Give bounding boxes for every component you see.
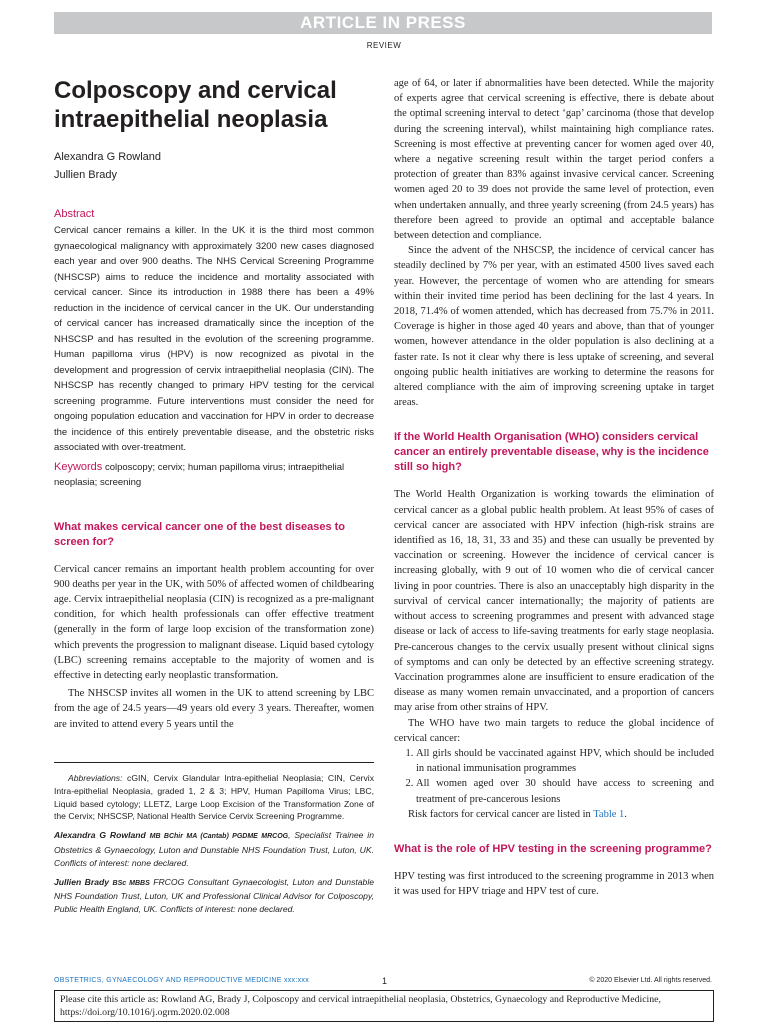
author-bio — [54, 829, 374, 869]
body-text — [54, 562, 374, 732]
risk-suffix: . — [624, 808, 627, 820]
author-bio-text: FRCOG Consultant Gynaecologist, Luton and Dunstable NHS Foundation Trust, Luton, UK and Professional Clinical Advisor for Colposcopy, Public Health England, UK. Conflicts of interest: none declared. — [54, 876, 375, 915]
author-bio-name: Alexandra G Rowland — [54, 830, 146, 841]
risk-text: Risk factors for cervical cancer are listed in — [408, 808, 594, 820]
abbreviations — [54, 772, 374, 823]
keywords-text: colposcopy; cervix; human papilloma virus; intraepithelial neoplasia; screening — [54, 461, 345, 488]
body-text — [394, 76, 714, 410]
list-item: 1. All girls should be vaccinated against HPV, which should be included in national immunisation programmes — [416, 746, 714, 776]
author-bio-credentials: MB BChir MA (Cantab) PGDME MRCOG — [149, 833, 289, 841]
abbreviations-label: Abbreviations: — [68, 773, 123, 783]
paragraph: age of 64, or later if abnormalities have been detected. While the majority of experts agree that cervical screening is effective, there is debate about the optimal screening interval to detect ‘gap’ carcinoma (those that develop during the screening interval), whilst maintaining high compliance rates. Screening is most effective at preventing cancer for women aged over 40, where a negative screening result within the target period confers a protection of greater than 83% against invasive cervical cancer. Screening women aged 20 to 39 does not provide the same level of protection, even when undertaken annually, and three yearly screening (from 24.5 years) has therefore been agreed to provide an optimal and acceptable balance between detection and compliance. — [394, 78, 714, 242]
citation-box: Please cite this article as: Rowland AG, Brady J, Colposcopy and cervical intraepithelial neoplasia, Obstetrics, Gynaecology and Reproductive Medicine, https://doi.org/10.1016/j.ogrm.2020.02.008 — [54, 990, 714, 1022]
article-title: Colposcopy and cervical intraepithelial neoplasia — [54, 77, 337, 133]
footnotes — [54, 772, 374, 922]
section-heading: What makes cervical cancer one of the best diseases to screen for? — [54, 520, 346, 548]
paragraph: The NHSCSP invites all women in the UK to attend screening by LBC from the age of 24.5 years—49 years old every 3 years. Thereafter, women are invited to attend every 5 years until the — [54, 688, 374, 730]
author-bio — [54, 876, 374, 916]
author-name: Jullien Brady — [54, 169, 117, 181]
section-heading: What is the role of HPV testing in the screening programme? — [394, 842, 712, 855]
author-name: Alexandra G Rowland — [54, 151, 162, 163]
author-bio-credentials: BSc MBBS — [112, 879, 150, 887]
footnote-divider — [54, 762, 374, 763]
body-text — [394, 487, 714, 821]
body-text — [394, 869, 714, 899]
paragraph: Cervical cancer remains an important health problem accounting for over 900 deaths per year in the UK, with 50% of affected women of childbearing age. Cervix intraepithelial neoplasia (CIN) is recognized as a pre-malignant condition, for which health professionals can offer effective treatment (generally in the form of large loop excision of the transformation zone) which prevents the progression to malignant disease. Liquid based cytology (LBC) screening remains acceptable to the majority of women and is effective in detecting early neoplastic transformation. — [54, 563, 374, 681]
section-heading: If the World Health Organisation (WHO) considers cervical cancer an entirely preventable disease, why is the incidence still so high? — [394, 431, 709, 474]
table-1-link[interactable]: Table 1 — [593, 808, 625, 820]
paragraph: Since the advent of the NHSCSP, the incidence of cervical cancer has steadily declined by 7% per year, with an estimated 4500 lives saved each year. However, the percentage of women who are attending for smears within their invited time period has been declining for the last 4 years. In 2018, 71.4% of women attended, which has decreased from 75.7% in 2011. Coverage is higher in those aged 40 years and above, than that of younger women, however attendance in the older population is also declining at a faster rate. Is not it clear why there is less uptake of screening, and several ongoing public health initiatives are working to determine the reasons for altered compliance with the aim of improving screening uptake in target areas. — [394, 245, 714, 409]
author-bio-text: , Specialist Trainee in Obstetrics & Gynaecology, Luton and Dunstable NHS Foundation Trust, Luton, UK. Conflicts of interest: none declared. — [54, 830, 374, 868]
left-column — [54, 76, 374, 732]
paragraph: The World Health Organization is working towards the elimination of cervical cancer as a global public health problem. At least 95% of cases of cervical cancer are associated with HPV infection (high-risk strains are identified as 16, 18, 31, 33 and 35) and these can usually be prevented by vaccination or screening. However the incidence of cervical cancer is increasing globally, with 9 out of 10 women who die of cervical cancer living in poor countries. There is also an unacceptably high disparity in the survival of cervical cancer internationally; the majority of patients are without access to screening programmes and present with advanced stage disease or lack of access to life-saving treatments for early stage neoplasia. Pre-cancerous changes to the cervix usually present without clinical signs of symptoms and can only be detected by an effective screening strategy. Vaccination programmes alone are insufficient to ensure eradication of the disease as many women remain unvaccinated, and a proportion of cancers may arise from other strains of HPV. — [394, 489, 714, 714]
author-list — [54, 148, 374, 184]
abbreviations-text: cGIN, Cervix Glandular Intra-epithelial Neoplasia; CIN, Cervix Intra-epithelial Neoplasia, graded 1, 2 & 3; HPV, Human Papilloma Virus; LBC, Liquid based cytology; LLETZ, Large Loop Excision of the Transformation Zone of the Cervix; NHSCSP, National Health Service Cervix Screening Programme. — [54, 773, 374, 822]
article-in-press-banner: ARTICLE IN PRESS — [54, 12, 712, 34]
paragraph: HPV testing was first introduced to the screening programme in 2013 when it was used for HPV triage and HPV test of cure. — [394, 870, 714, 898]
keywords — [54, 460, 374, 490]
copyright: © 2020 Elsevier Ltd. All rights reserved. — [589, 977, 712, 984]
section-tag: REVIEW — [366, 41, 402, 50]
abstract-heading: Abstract — [54, 208, 95, 220]
paragraph — [394, 807, 714, 822]
journal-name: OBSTETRICS, GYNAECOLOGY AND REPRODUCTIVE MEDICINE xxx:xxx — [54, 977, 310, 984]
who-targets-list — [394, 746, 714, 807]
author-bio-name: Jullien Brady — [54, 876, 110, 887]
page-number: 1 — [382, 976, 388, 986]
right-column — [394, 76, 714, 899]
list-item: 2. All women aged over 30 should have access to screening and treatment of pre-cancerous lesions — [416, 776, 714, 806]
paragraph: The WHO have two main targets to reduce the global incidence of cervical cancer: — [394, 717, 714, 744]
keywords-label: Keywords — [54, 460, 103, 473]
abstract-text: Cervical cancer remains a killer. In the UK it is the third most common gynaecological malignancy with approximately 3200 new cases diagnosed each year and over 900 deaths. The NHS Cervical Screening Programme (NHSCSP) aims to reduce the incidence and mortality associated with cervical cancer. Since its introduction in 1988 there has been a 49% reduction in the incidence of cervical cancer in the UK. Our understanding of cervical cancer has increased dramatically since the inception of the NHSCSP and has resulted in the evolution of the screening programme. Human papilloma virus (HPV) is now recognized as pivotal in the development and progression of cervix intraepithelial neoplasia (CIN). The NHSCSP has recently changed to primary HPV testing for the cervical screening programme. Future interventions must consider the need for ongoing population education and vaccination for HPV in order to decrease the incidence of this entirely preventable disease, and the obstetric risks associated with over-treatment. — [54, 225, 374, 453]
